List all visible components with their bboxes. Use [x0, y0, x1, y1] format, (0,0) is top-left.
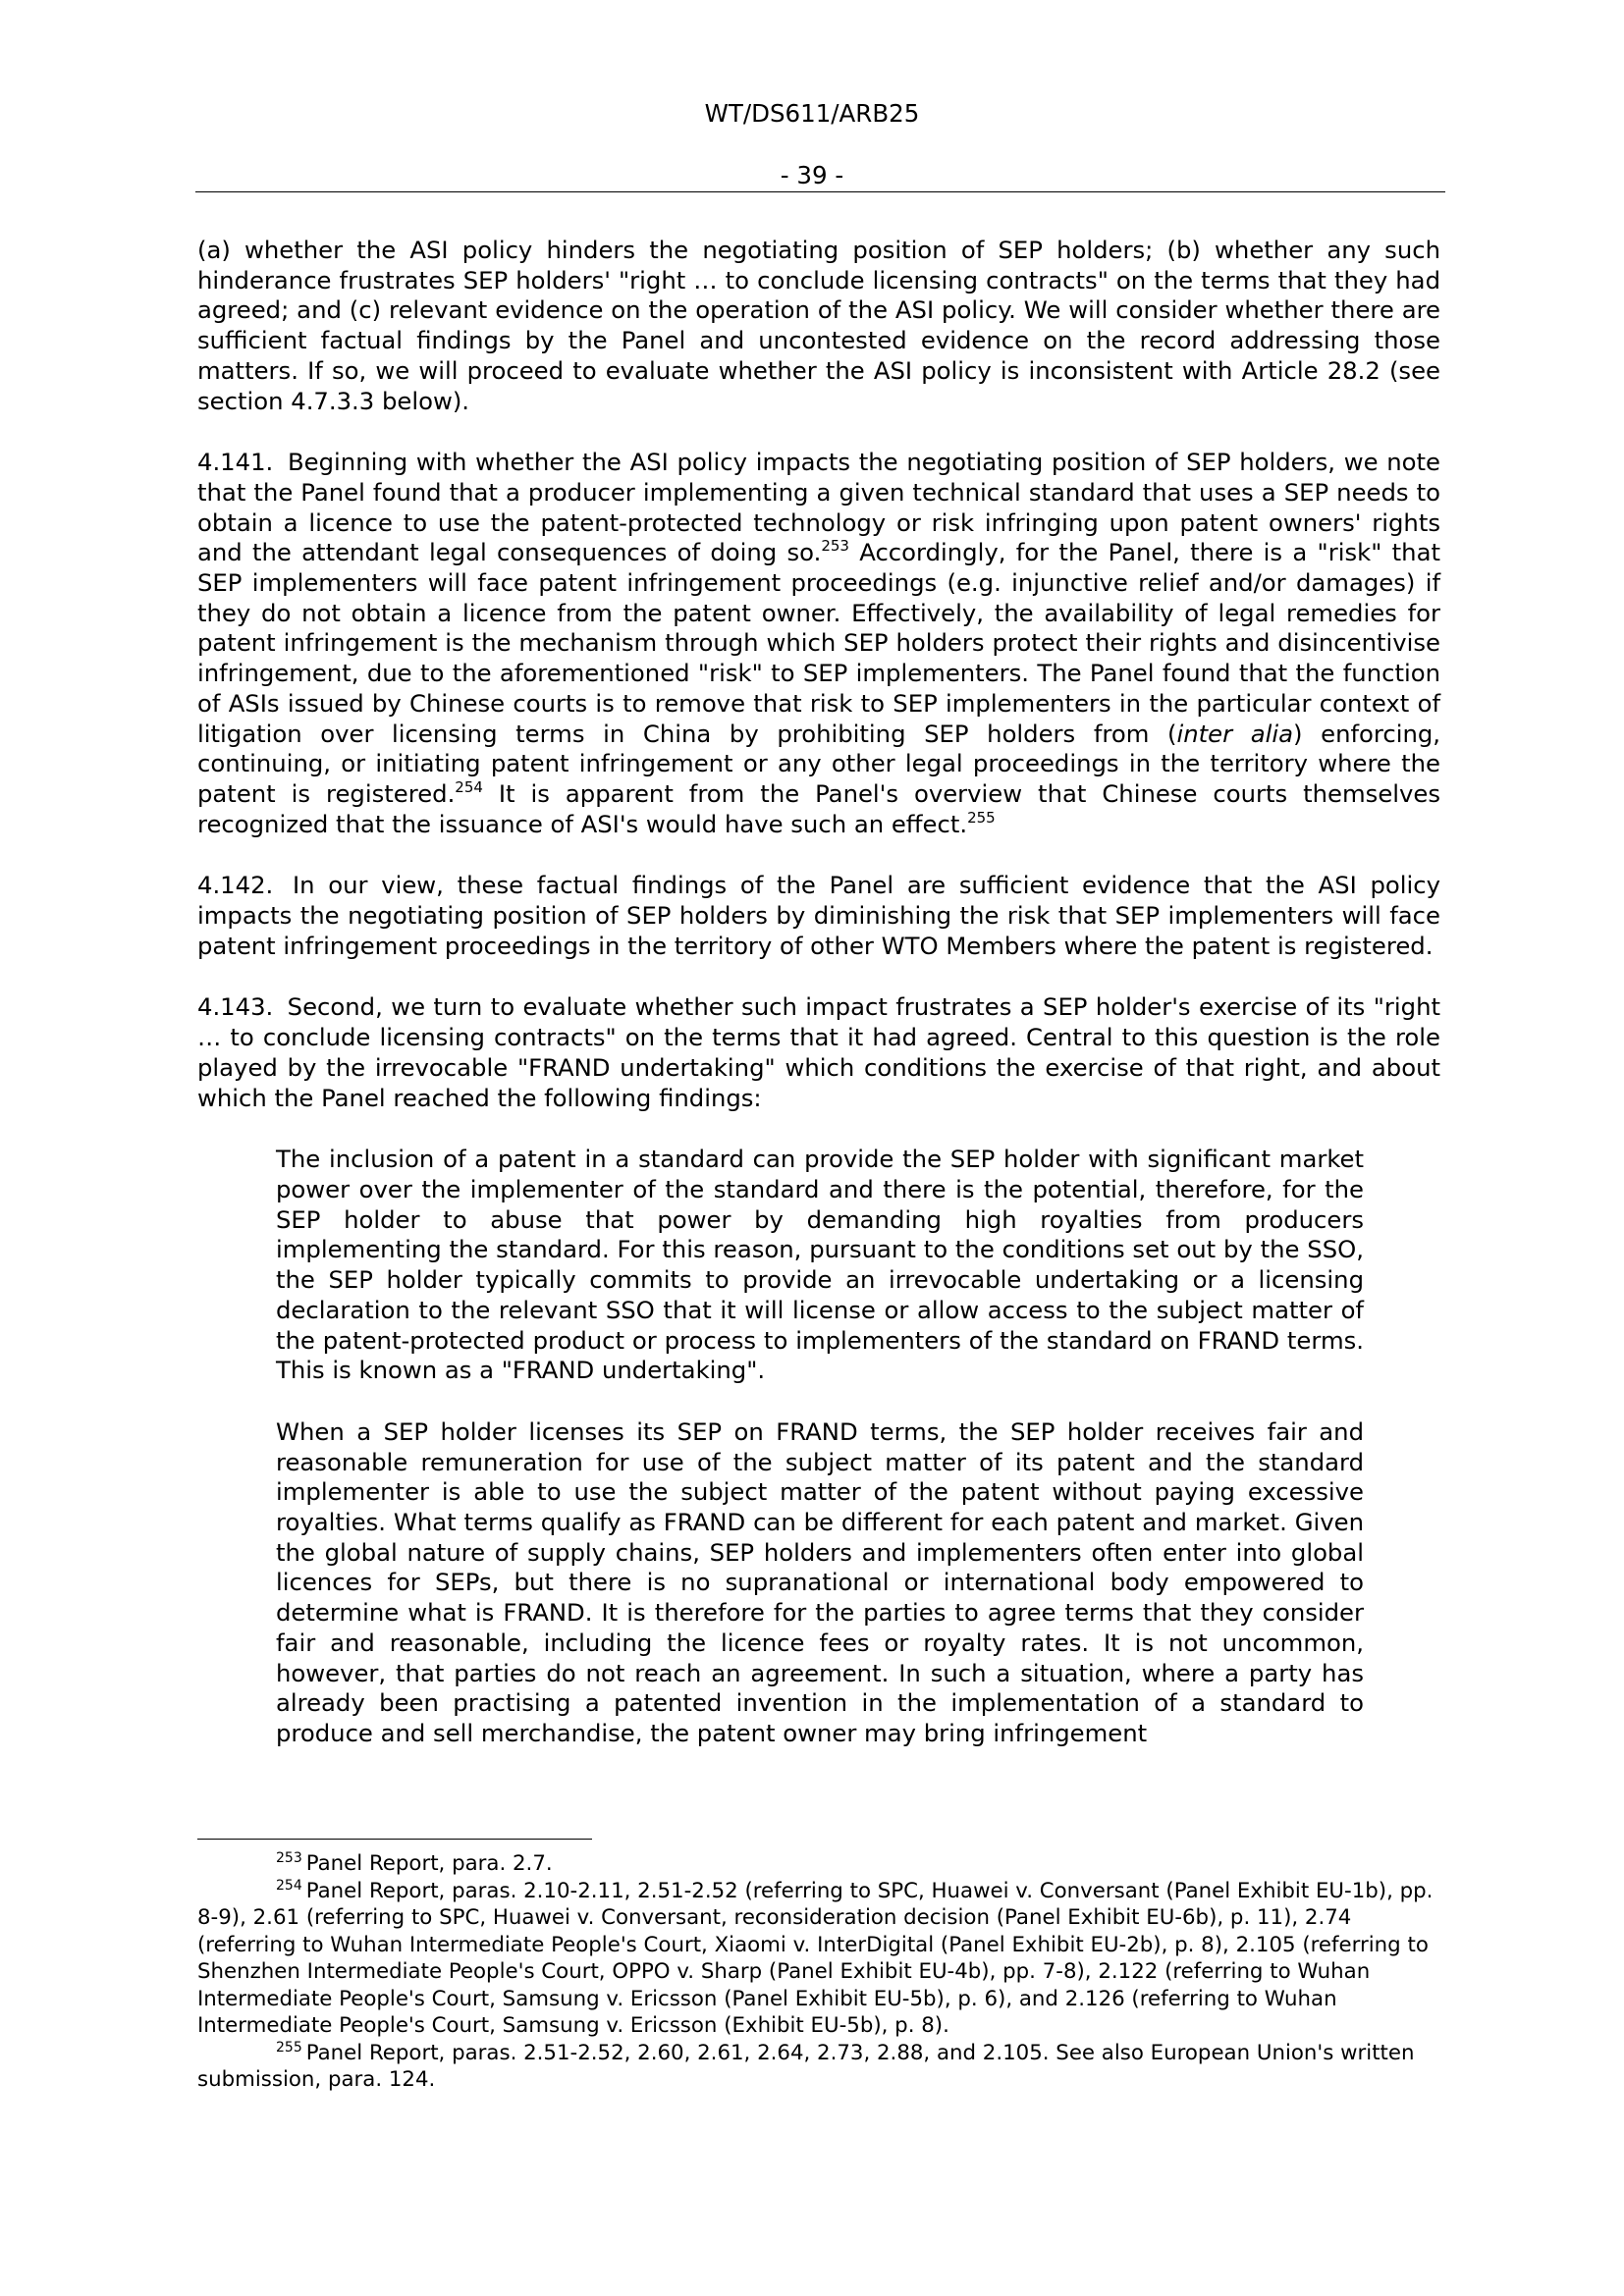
footnote-254 — [197, 1878, 1440, 2040]
paragraph-number: 4.141. — [197, 448, 274, 477]
document-body — [197, 236, 1440, 1781]
italic-phrase: inter alia — [1176, 719, 1294, 748]
paragraph-text: It is apparent from the Panel's overview that Chinese courts themselves recognized that the issuance of ASI's would have such an effect. — [197, 778, 1440, 838]
paragraph-number: 4.143. — [197, 992, 274, 1022]
paragraph-text: Second, we turn to evaluate whether such impact frustrates a SEP holder's exercise of its "right … to conclude licensing contracts" on the terms that it had agreed. Central to this question is the role played by the irrevocable "FRAND undertaking" which conditions the exercise of that right, and about which the Panel reached the following findings: — [197, 992, 1440, 1112]
paragraph-continuation — [197, 236, 1440, 416]
paragraph-4-143 — [197, 992, 1440, 1113]
paragraph-4-142 — [197, 871, 1440, 961]
page-number: - 39 - — [780, 161, 844, 189]
block-quote: The inclusion of a patent in a standard can provide the SEP holder with significant market power over the implementer of the standard and there is the potential, therefore, for the SEP holder to abuse that power by demanding high royalties from producers implementing the standard. For this reason, pursuant to the conditions set out by the SSO, the SEP holder typically commits to provide an irrevocable undertaking or a licensing declaration to the relevant SSO that it will license or allow access to the subject matter of the patent-protected product or process to implementers of the standard on FRAND terms. This is known as a "FRAND undertaking". — [276, 1145, 1364, 1385]
footnote-ref-255[interactable]: 255 — [967, 808, 996, 827]
paragraph-number: 4.142. — [197, 871, 274, 900]
header-rule — [195, 191, 1445, 192]
footnote-text: Panel Report, para. 2.7. — [305, 1851, 553, 1876]
paragraph-text: Beginning with whether the ASI policy impacts the negotiating position of SEP holders, we note that the Panel found that a producer implementing a given technical standard that uses a SEP needs to obtain a licence to use the patent-protected technology or risk infringing upon patent owners' rights and the attendant legal consequences of doing so. — [197, 448, 1440, 567]
paragraph-text: (a) whether the ASI policy hinders the negotiating position of SEP holders; (b) whether any such hinderance frustrates SEP holders' "right … to conclude licensing contracts" on the terms that they had agreed; and (c) relevant evidence on the operation of the ASI policy. We will consider whether there are sufficient factual findings by the Panel and uncontested evidence on the record addressing those matters. If so, we will proceed to evaluate whether the ASI policy is inconsistent with Article 28.2 (see section 4.7.3.3 below). — [197, 236, 1440, 415]
footnote-number: 255 — [276, 2039, 302, 2056]
footnote-text: Panel Report, paras. 2.10-2.11, 2.51-2.52 (referring to SPC, Huawei v. Conversant (Panel Exhibit EU-1b), pp. 8-9), 2.61 (referring to SPC, Huawei v. Conversant, reconsideration decision (Panel Exhibit EU-6b), p. 11), 2.74 (referring to Wuhan Intermediate People's Court, Xiaomi v. InterDigital (Panel Exhibit EU-2b), p. 8), 2.105 (referring to Shenzhen Intermediate People's Court, OPPO v. Sharp (Panel Exhibit EU-4b), pp. 7-8), 2.122 (referring to Wuhan Intermediate People's Court, Samsung v. Ericsson (Panel Exhibit EU-5b), p. 6), and 2.126 (referring to Wuhan Intermediate People's Court, Samsung v. Ericsson (Exhibit EU-5b), p. 8). — [197, 1878, 1434, 2038]
footnotes — [197, 1850, 1440, 2094]
footnote-255 — [197, 2040, 1440, 2094]
block-quote: When a SEP holder licenses its SEP on FRAND terms, the SEP holder receives fair and reasonable remuneration for use of the subject matter of its patent and the standard implementer is able to use the subject matter of the patent without paying excessive royalties. What terms qualify as FRAND can be different for each patent and market. Given the global nature of supply chains, SEP holders and implementers often enter into global licences for SEPs, but there is no supranational or international body empowered to determine what is FRAND. It is therefore for the parties to agree terms that they consider fair and reasonable, including the licence fees or royalty rates. It is not uncommon, however, that parties do not reach an agreement. In such a situation, where a party has already been practising a patented invention in the implementation of a standard to produce and sell merchandise, the patent owner may bring infringement — [276, 1416, 1364, 1747]
footnote-number: 254 — [276, 1877, 302, 1894]
document-symbol: WT/DS611/ARB25 — [704, 99, 920, 128]
paragraph-text: Accordingly, for the Panel, there is a "risk" that SEP implementers will face patent infringement proceedings (e.g. injunctive relief and/or damages) if they do not obtain a licence from the patent owner. Effectively, the availability of legal remedies for patent infringement is the mechanism through which SEP holders protect their rights and disincentivise infringement, due to the aforementioned "risk" to SEP implementers. The Panel found that the function of ASIs issued by Chinese courts is to remove that risk to SEP implementers in the particular context of litigation over licensing terms in China by prohibiting SEP holders from ( — [197, 538, 1440, 748]
footnote-ref-253[interactable]: 253 — [821, 537, 849, 556]
footnote-separator — [197, 1839, 592, 1840]
footnote-number: 253 — [276, 1850, 302, 1866]
paragraph-text: In our view, these factual findings of the Panel are sufficient evidence that the ASI policy impacts the negotiating position of SEP holders by diminishing the risk that SEP implementers will face patent infringement proceedings in the territory of other WTO Members where the patent is registered. — [197, 871, 1440, 960]
footnote-ref-254[interactable]: 254 — [455, 777, 483, 796]
footnote-253 — [197, 1850, 1440, 1878]
paragraph-text: ) enforcing, continuing, or initiating patent infringement or any other legal proceedings in the territory where the patent is registered. — [197, 719, 1440, 808]
footnote-text: Panel Report, paras. 2.51-2.52, 2.60, 2.61, 2.64, 2.73, 2.88, and 2.105. See also European Union's written submission, para. 124. — [197, 2040, 1415, 2092]
paragraph-4-141 — [197, 448, 1440, 839]
